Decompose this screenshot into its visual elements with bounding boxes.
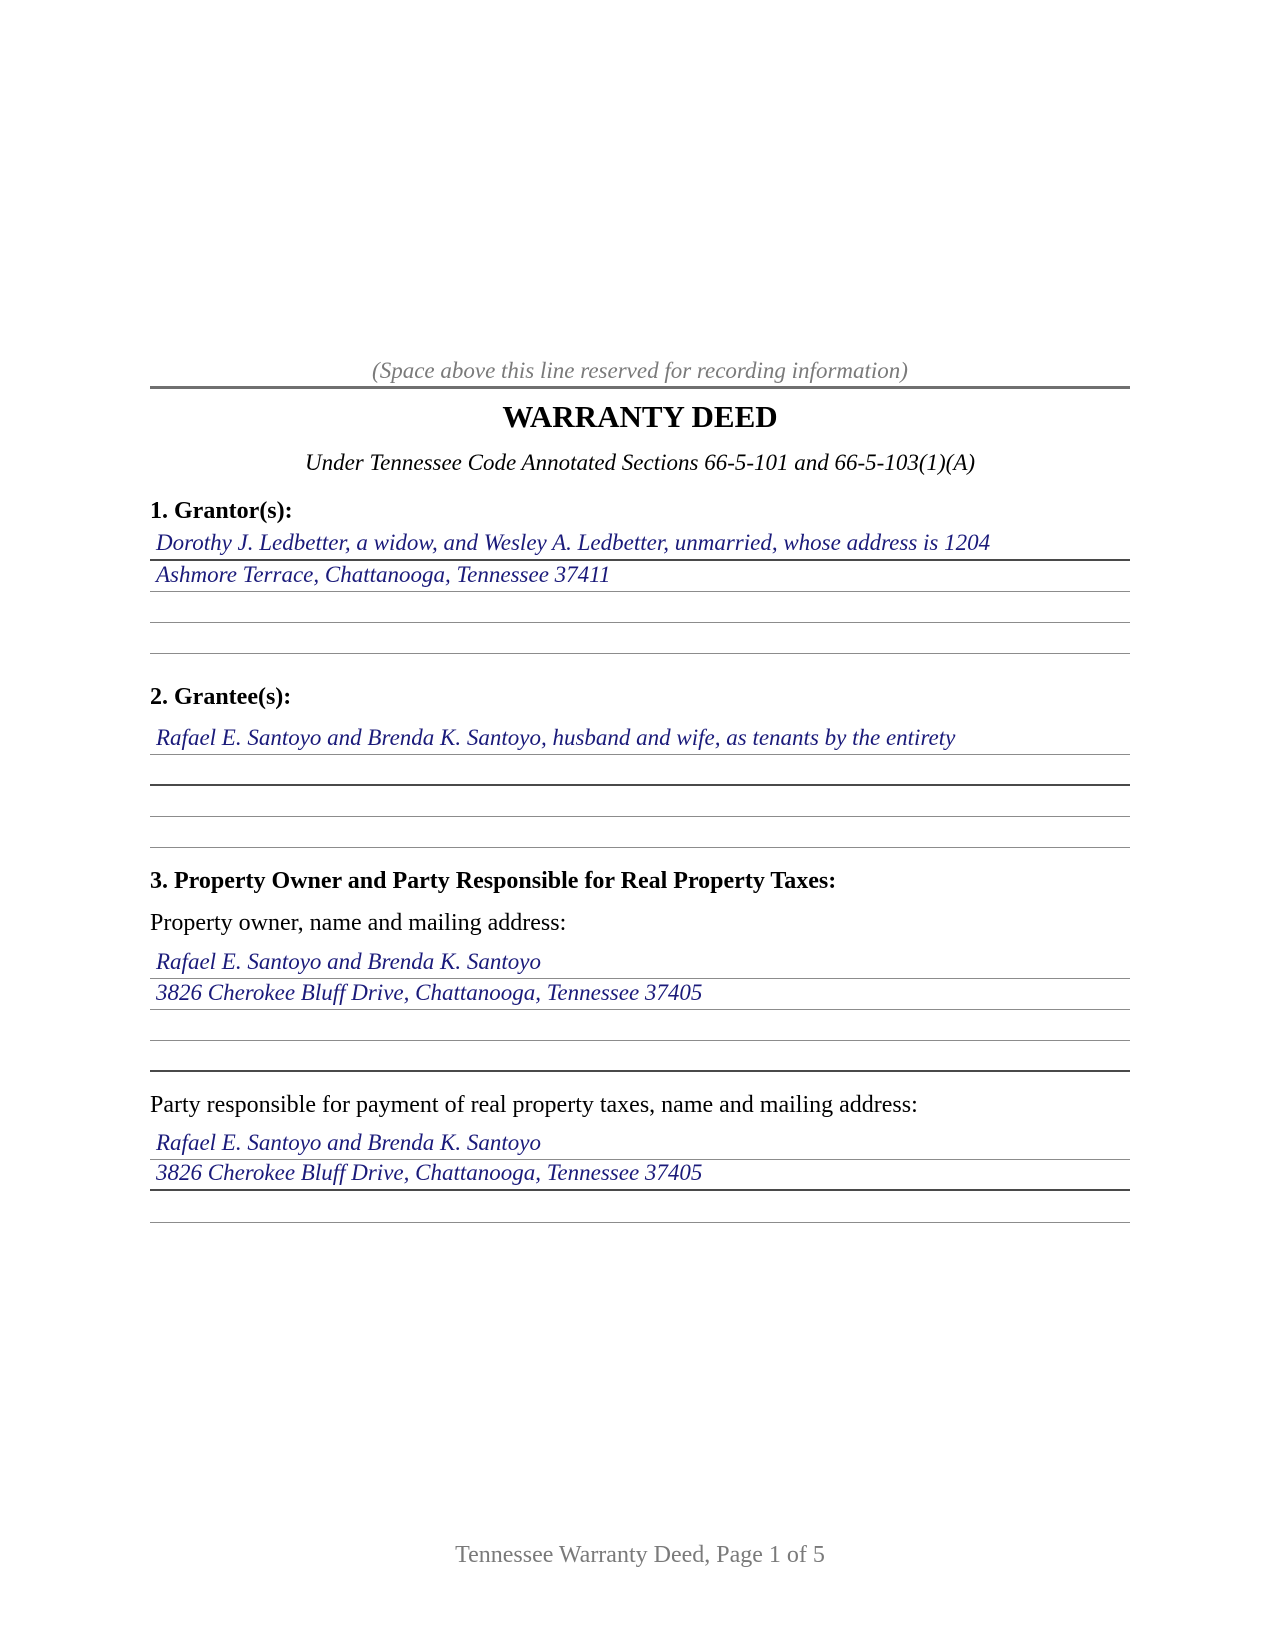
grantor-line-4[interactable] [150,623,1130,654]
grantor-line-text: Dorothy J. Ledbetter, a widow, and Wesley A. Ledbetter, unmarried, whose address is 1204 [156,530,991,555]
grantee-heading: 2. Grantee(s): [150,684,292,710]
grantee-line-text: Rafael E. Santoyo and Brenda K. Santoyo, husband and wife, as tenants by the entirety [156,725,956,750]
owner-line-3[interactable] [150,1010,1130,1041]
owner-line-1[interactable] [150,948,1130,979]
grantee-line-2[interactable] [150,755,1130,786]
taxpayer-line-3[interactable] [150,1192,1130,1223]
taxpayer-line-1[interactable] [150,1129,1130,1160]
grantor-line-3[interactable] [150,592,1130,623]
grantor-heading: 1. Grantor(s): [150,498,293,524]
deed-page [150,0,1130,1650]
recording-reserved-note: (Space above this line reserved for recording information) [372,358,908,383]
grantor-line-1[interactable] [150,530,1130,561]
owner-label: Property owner, name and mailing address: [150,910,567,936]
taxpayer-line-text: Rafael E. Santoyo and Brenda K. Santoyo [156,1130,541,1155]
owner-line-text: Rafael E. Santoyo and Brenda K. Santoyo [156,949,541,974]
document-title: WARRANTY DEED [502,399,778,434]
grantor-line-text: Ashmore Terrace, Chattanooga, Tennessee 37411 [156,562,611,587]
grantee-line-1[interactable] [150,724,1130,755]
taxpayer-line-2[interactable] [150,1160,1130,1191]
recording-divider [150,386,1130,389]
property-heading: 3. Property Owner and Party Responsible for Real Property Taxes: [150,868,837,894]
grantee-line-3[interactable] [150,786,1130,817]
taxpayer-label: Party responsible for payment of real property taxes, name and mailing address: [150,1092,918,1118]
owner-line-text: 3826 Cherokee Bluff Drive, Chattanooga, Tennessee 37405 [156,980,703,1005]
grantor-line-2[interactable] [150,561,1130,592]
taxpayer-line-text: 3826 Cherokee Bluff Drive, Chattanooga, Tennessee 37405 [156,1160,703,1185]
page-footer: Tennessee Warranty Deed, Page 1 of 5 [455,1542,825,1568]
document-subtitle: Under Tennessee Code Annotated Sections 66-5-101 and 66-5-103(1)(A) [304,450,976,475]
owner-line-4[interactable] [150,1041,1130,1072]
owner-line-2[interactable] [150,979,1130,1010]
grantee-line-4[interactable] [150,817,1130,848]
